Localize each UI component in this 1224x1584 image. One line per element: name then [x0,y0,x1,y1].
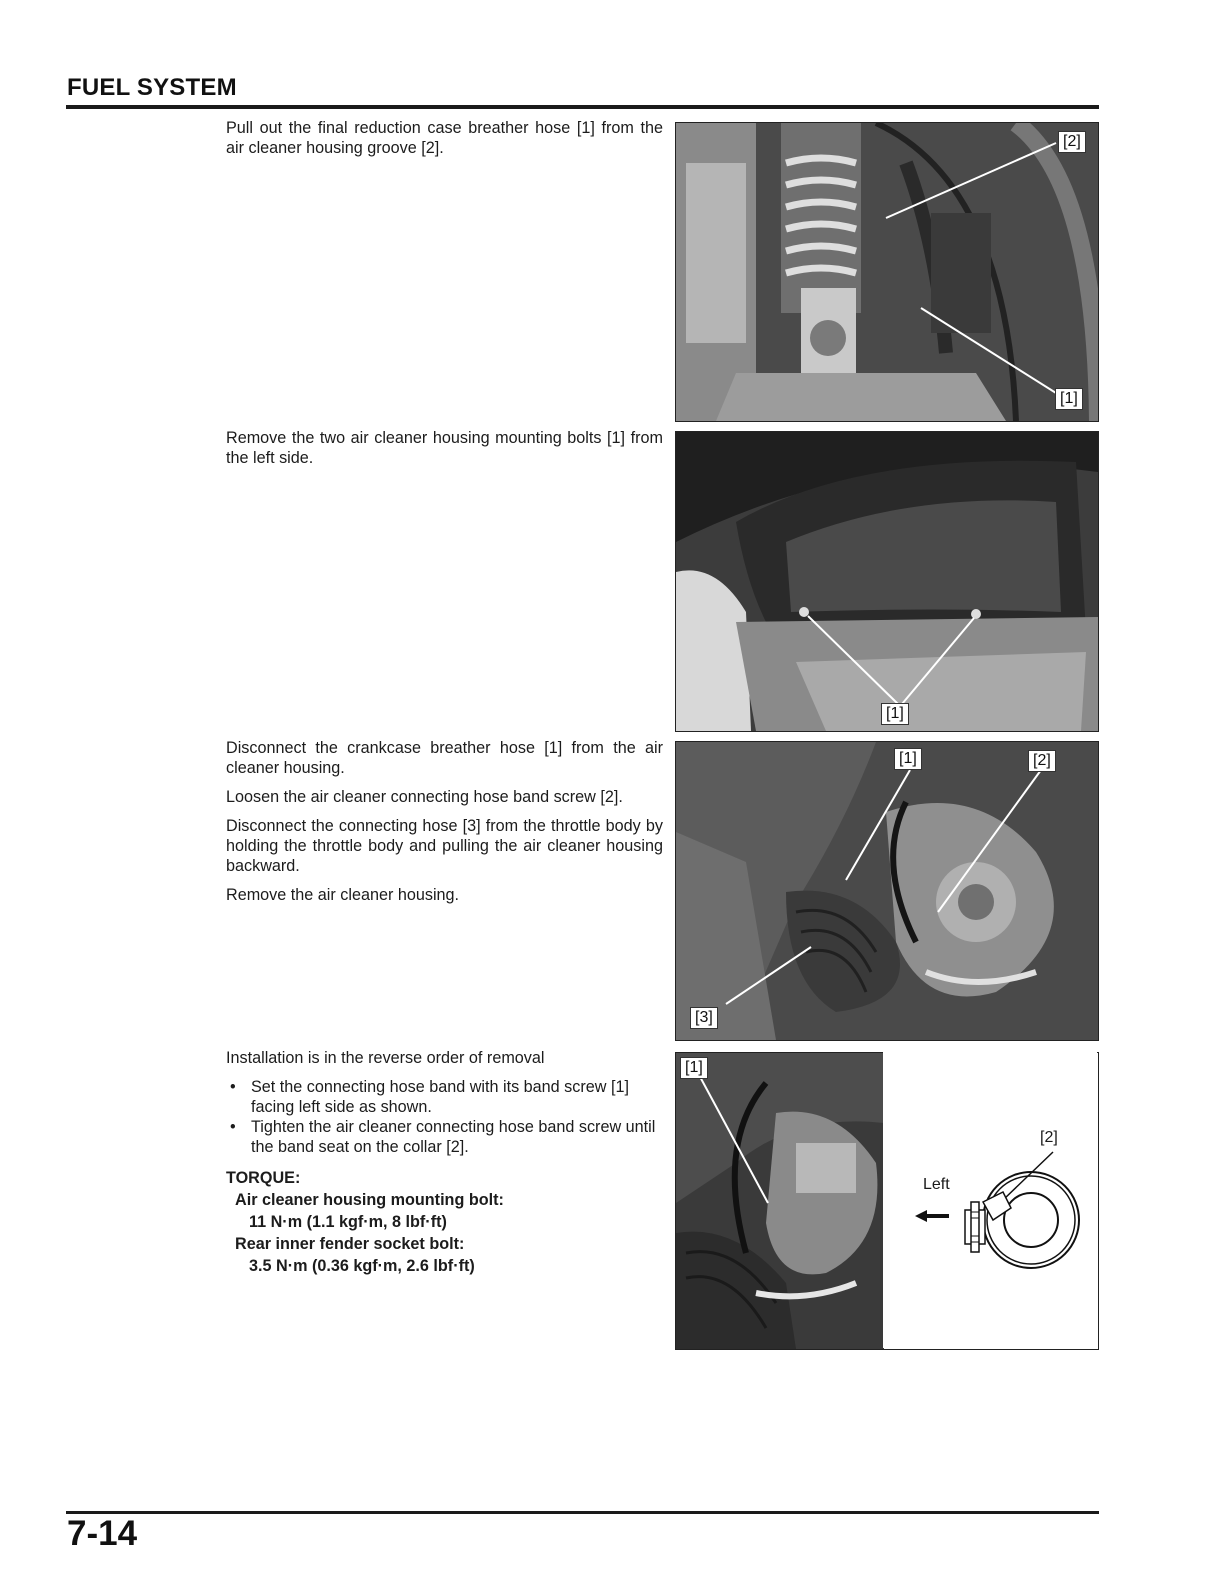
breather-hose-photo-icon [675,122,1099,422]
callout-label: [1] [680,1057,708,1079]
step-2-paragraph: Remove the two air cleaner housing mounting bolts [1] from the left side. [226,429,663,467]
step-3-text [226,738,663,914]
step-4-text [226,1048,663,1277]
callout-label: [2] [1058,131,1086,153]
callout-label: [3] [690,1007,718,1029]
throttle-body-photo-icon [675,741,1099,1041]
callout-label: [1] [894,748,922,770]
direction-label: Left [923,1176,950,1193]
callout-label: [1] [881,703,909,725]
air-cleaner-housing-photo-icon [675,431,1099,732]
step-3-paragraph-2: Loosen the air cleaner connecting hose band screw [2]. [226,788,623,806]
hose-band-diagram-icon [883,1052,1097,1348]
step-2-text [226,428,663,477]
torque-item-value: 3.5 N·m (0.36 kgf·m, 2.6 lbf·ft) [249,1257,475,1275]
callout-label: [1] [1055,388,1083,410]
callout-label: [2] [1040,1129,1058,1146]
step-3-paragraph-1: Disconnect the crankcase breather hose [1] from the air cleaner housing. [226,739,663,777]
footer-rule [66,1511,1099,1514]
step-4-bullets [226,1077,663,1157]
list-item: • Tighten the air cleaner connecting hose band screw until the band seat on the collar [2]. [251,1117,663,1157]
torque-item-value: 11 N·m (1.1 kgf·m, 8 lbf·ft) [249,1213,447,1231]
callout-label: [2] [1028,750,1056,772]
step-3-paragraph-4: Remove the air cleaner housing. [226,886,460,904]
step-1-text [226,118,663,167]
step-4-paragraph: Installation is in the reverse order of removal [226,1049,545,1067]
page-number: 7-14 [67,1514,138,1553]
header-rule [66,105,1099,109]
step-1-paragraph: Pull out the final reduction case breather hose [1] from the air cleaner housing groove [2]. [226,119,663,157]
section-title: FUEL SYSTEM [67,74,237,101]
torque-spec [226,1167,663,1277]
torque-item-name: Air cleaner housing mounting bolt: [235,1191,504,1209]
list-item: • Set the connecting hose band with its band screw [1] facing left side as shown. [251,1077,663,1117]
torque-heading: TORQUE: [226,1169,301,1187]
hose-band-diagram [883,1052,1097,1348]
step-3-paragraph-3: Disconnect the connecting hose [3] from the throttle body by holding the throttle body and pulling the air cleaner housing backward. [226,817,663,875]
torque-item-name: Rear inner fender socket bolt: [235,1235,465,1253]
hose-band-photo-icon [676,1053,884,1349]
